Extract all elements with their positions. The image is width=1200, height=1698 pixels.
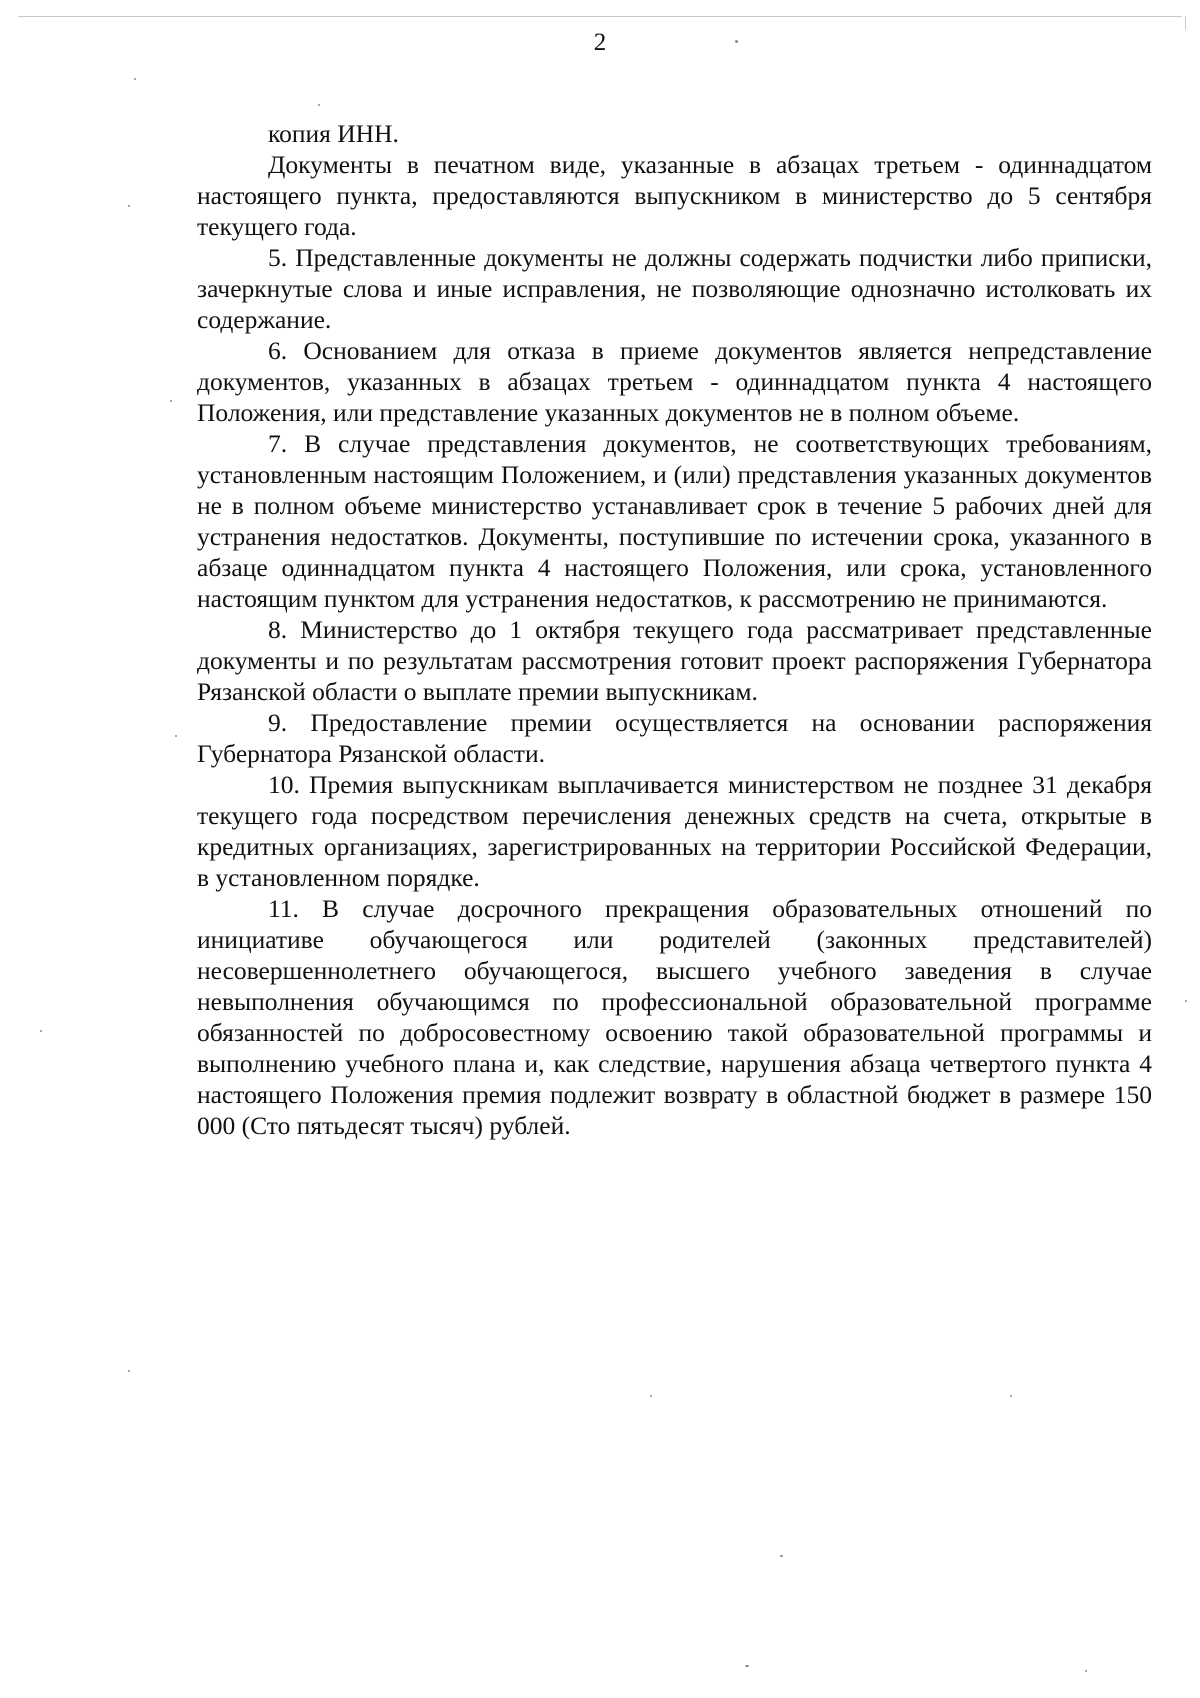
paragraph-print-documents: Документы в печатном виде, указанные в абзацах третьем - одиннадцатом настоящего пункта, предоставляются выпускником в министерство до 5 сентября текущего года. (197, 150, 1152, 241)
scan-top-border (18, 16, 1182, 17)
scan-speck (1010, 1395, 1012, 1397)
scan-speck (128, 205, 130, 207)
paragraph-inn-copy: копия ИНН. (268, 119, 399, 148)
paragraph-item-6: 6. Основанием для отказа в приеме документов является непредставление документов, указанных в абзацах третьем - одиннадцатом пункта 4 настоящего Положения, или представление указанных документов не в полном объеме. (197, 336, 1152, 427)
scan-speck (650, 1395, 652, 1397)
scan-speck (175, 735, 177, 737)
paragraph-item-7: 7. В случае представления документов, не соответствующих требованиям, установленным настоящим Положением, и (или) представления указанных документов не в полном объеме министерство устанавливает срок в течение 5 рабочих дней для устранения недостатков. Документы, поступившие по истечении срока, указанного в абзаце одиннадцатом пункта 4 настоящего Положения, или срока, установленного настоящим пунктом для устранения недостатков, к рассмотрению не принимаются. (197, 429, 1152, 613)
paragraph-item-11: 11. В случае досрочного прекращения образовательных отношений по инициативе обучающегося или родителей (законных представителей) несовершеннолетнего обучающегося, высшего учебного заведения в случае невыполнения обучающимся по профессиональной образовательной программе обязанностей по добросовестному освоению такой образовательной программы и выполнению учебного плана и, как следствие, нарушения абзаца четвертого пункта 4 настоящего Положения премия подлежит возврату в областной бюджет в размере 150 000 (Сто пятьдесят тысяч) рублей. (197, 894, 1152, 1140)
paragraph-item-10: 10. Премия выпускникам выплачивается министерством не позднее 31 декабря текущего года посредством перечисления денежных средств на счета, открытые в кредитных организациях, зарегистрированных на территории Российской Федерации, в установленном порядке. (197, 770, 1152, 892)
scan-speck (170, 400, 172, 402)
scan-speck (735, 40, 738, 43)
scan-speck (40, 1030, 42, 1032)
scan-speck (134, 78, 136, 80)
scan-speck (128, 1370, 130, 1372)
paragraph-item-5: 5. Представленные документы не должны содержать подчистки либо приписки, зачеркнутые слова и иные исправления, не позволяющие однозначно истолковать их содержание. (197, 243, 1152, 334)
page-number: 2 (593, 29, 607, 56)
document-body (197, 118, 1152, 1141)
scan-speck (1185, 1000, 1187, 1002)
scan-speck (745, 1665, 749, 1667)
paragraph-item-8: 8. Министерство до 1 октября текущего года рассматривает представленные документы и по результатам рассмотрения готовит проект распоряжения Губернатора Рязанской области о выплате премии выпускникам. (197, 615, 1152, 706)
scan-speck (1085, 1670, 1087, 1672)
scan-speck (780, 1555, 783, 1557)
scan-speck (318, 104, 320, 106)
paragraph-item-9: 9. Предоставление премии осуществляется на основании распоряжения Губернатора Рязанской области. (197, 708, 1152, 768)
